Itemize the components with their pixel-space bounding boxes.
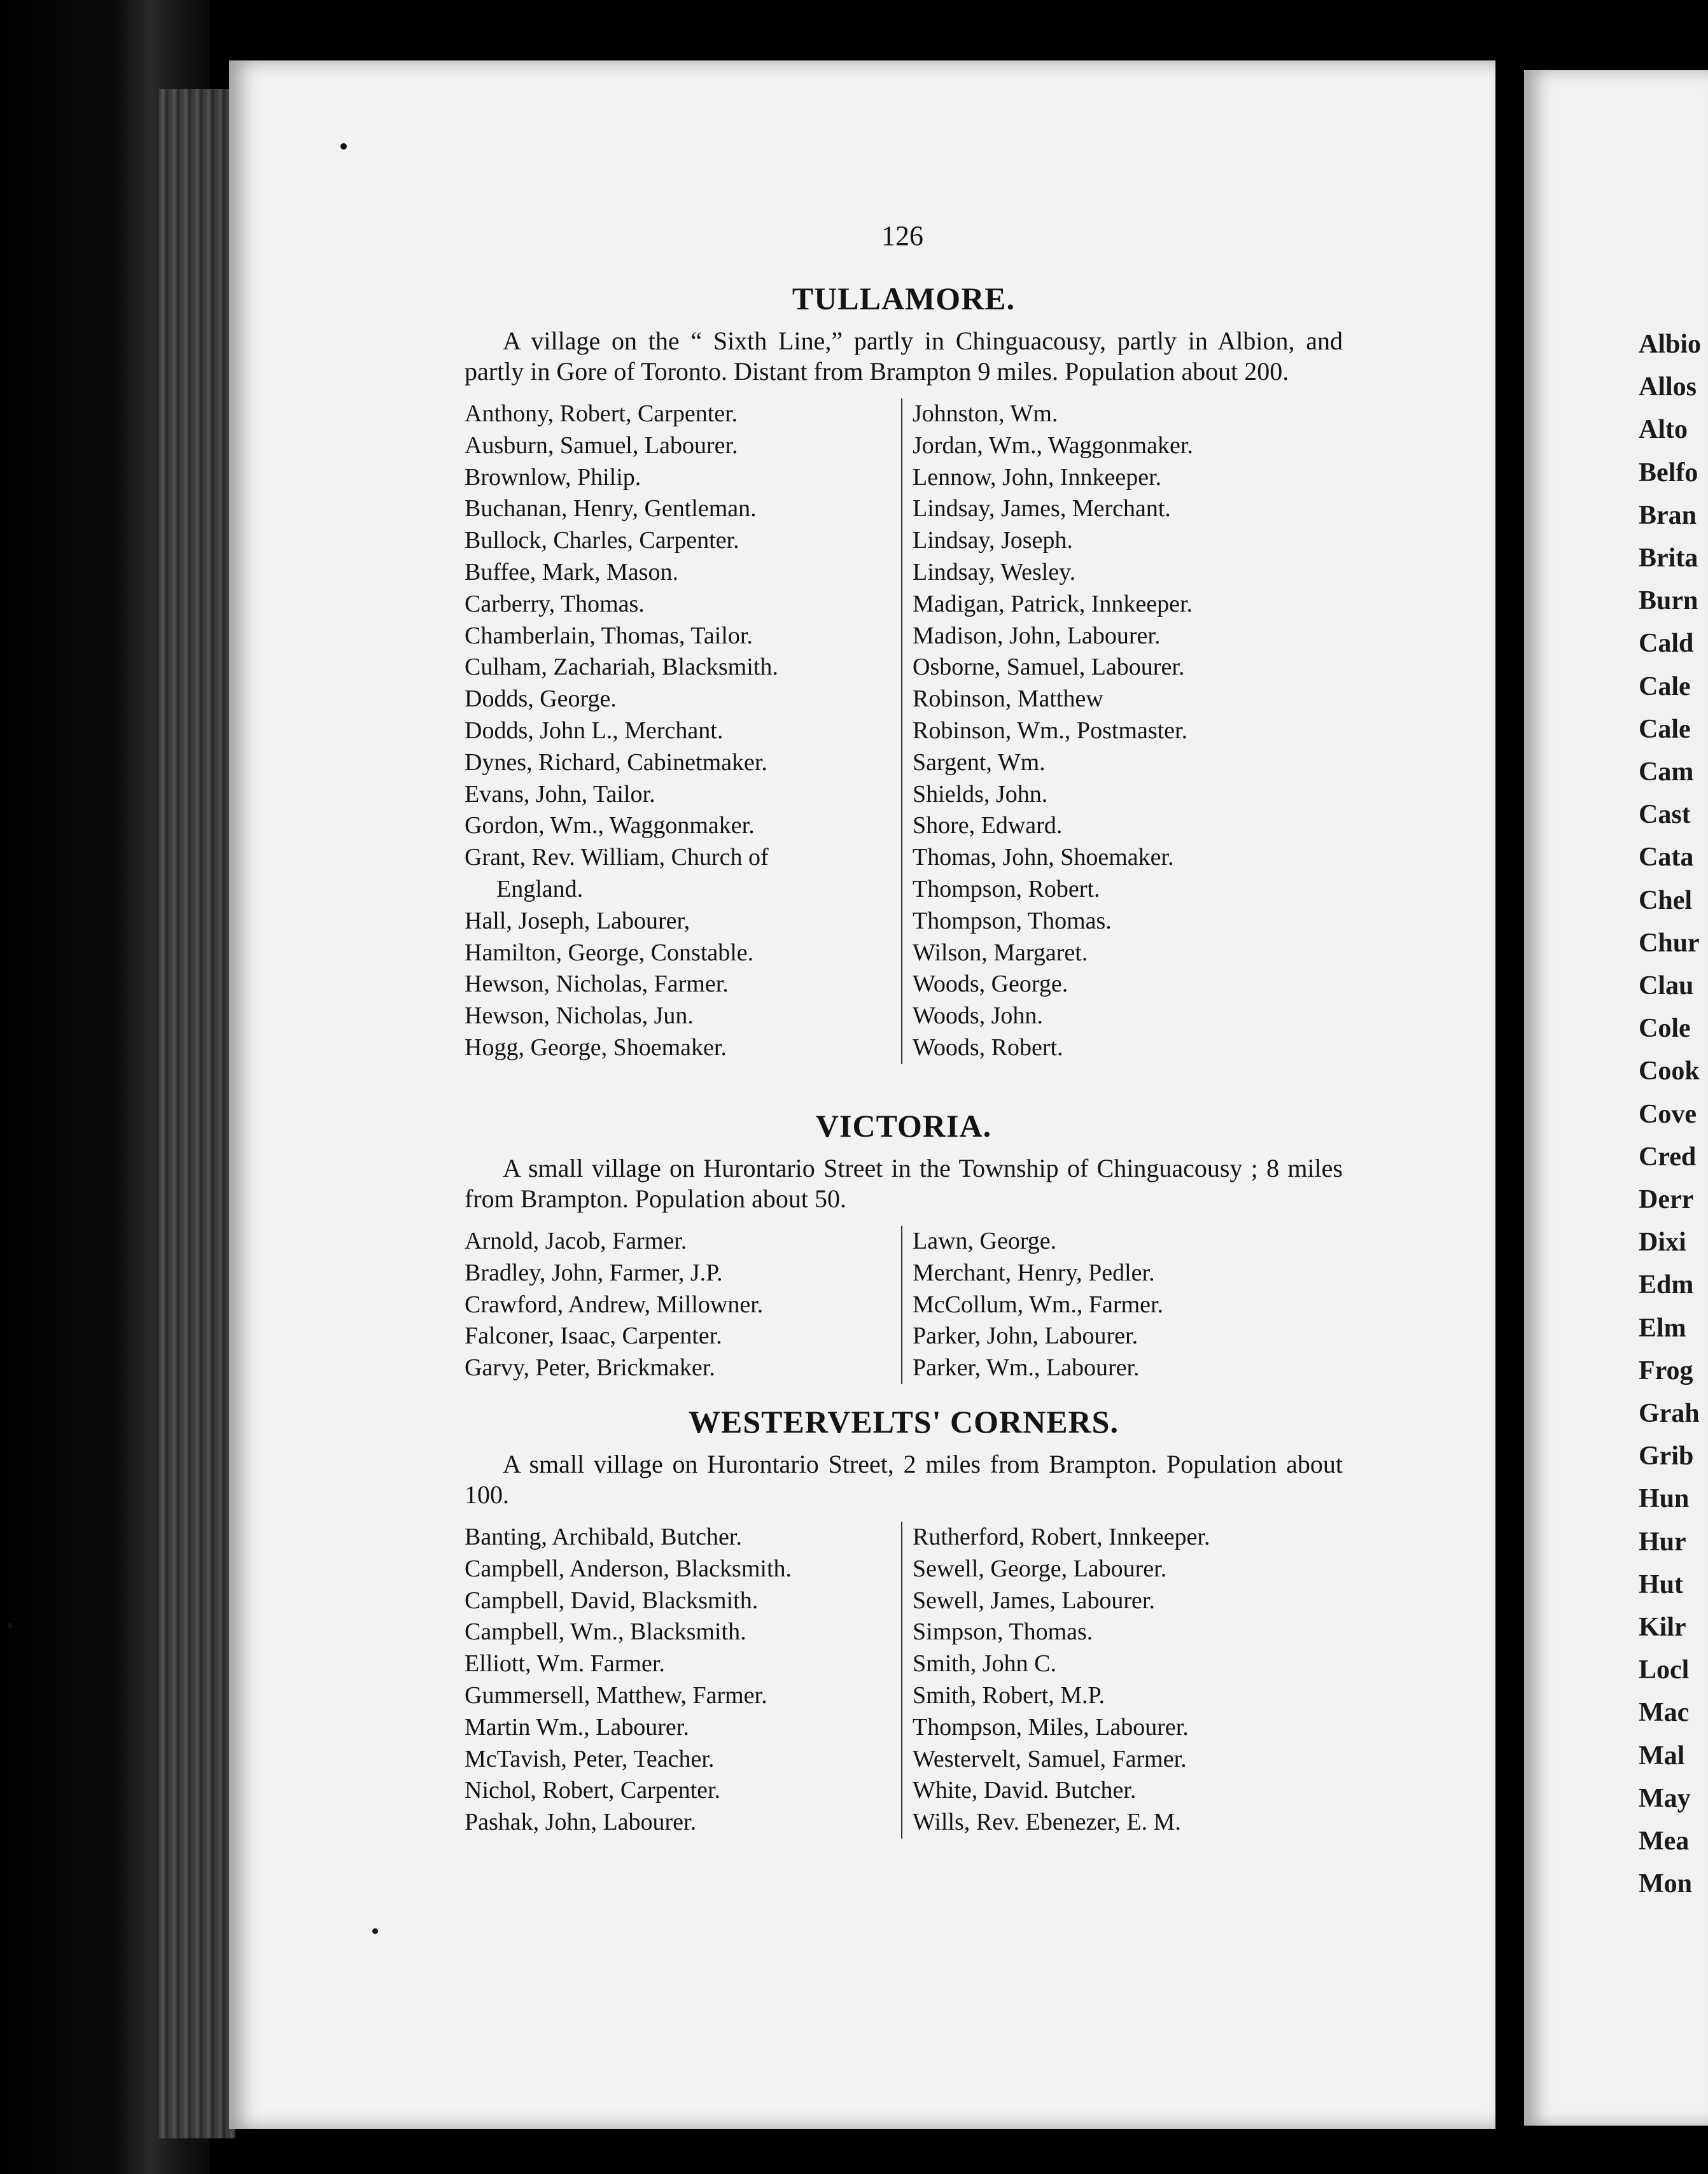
directory-entry: Dynes, Richard, Cabinetmaker. [465,748,767,776]
directory-entry: Anthony, Robert, Carpenter. [465,400,738,427]
directory-entry: Jordan, Wm., Waggonmaker. [913,431,1193,459]
section-heading: WESTERVELTS' CORNERS. [689,1404,1119,1440]
directory-entry: Sewell, James, Labourer. [913,1587,1155,1614]
directory-entry: Wilson, Margaret. [913,939,1088,966]
directory-entry: Woods, George. [913,971,1068,998]
directory-entry: Carberry, Thomas. [465,590,645,617]
directory-entry: Wills, Rev. Ebenezer, E. M. [913,1809,1181,1836]
directory-entry: Campbell, David, Blacksmith. [465,1587,759,1614]
directory-entry: Campbell, Anderson, Blacksmith. [465,1555,792,1582]
facing-page-fragment: Cald [1639,629,1694,659]
directory-entry: Robinson, Wm., Postmaster. [913,717,1188,744]
directory-entry: Madison, John, Labourer. [913,622,1161,649]
right-column [901,1522,1343,1839]
directory-entry: Crawford, Andrew, Millowner. [465,1291,764,1318]
facing-page-fragment: Cove [1639,1099,1697,1129]
facing-page-fragment: Cale [1639,714,1691,744]
facing-page-fragment: Brita [1639,544,1698,573]
left-column [465,1522,901,1839]
directory-entry: White, David. Butcher. [913,1777,1137,1804]
directory-entry: Smith, Robert, M.P. [913,1681,1105,1709]
facing-page-fragment: Cred [1639,1142,1697,1172]
directory-entry: Shore, Edward. [913,812,1063,839]
directory-entry: Dodds, John L., Merchant. [465,717,724,744]
directory-entry: Shields, John. [913,780,1048,808]
facing-page-fragment: Chur [1639,928,1700,958]
facing-page-fragment: Allos [1639,372,1697,402]
facing-page-fragment: Dixi [1639,1228,1686,1258]
facing-page-fragment: Alto [1639,415,1688,445]
directory-entry: Martin Wm., Labourer. [465,1713,689,1741]
section-westervelts-corners [465,1403,1343,1839]
directory-entry: Brownlow, Philip. [465,463,641,491]
facing-page-fragment: Grib [1639,1441,1694,1471]
directory-entry: Lindsay, Wesley. [913,558,1076,586]
directory-entry: Lindsay, James, Merchant. [913,495,1171,522]
facing-page-fragment: Hut [1639,1569,1684,1599]
directory-entry: Pashak, John, Labourer. [465,1809,697,1836]
directory-entry: Hewson, Nicholas, Jun. [465,1002,694,1030]
directory-entry: Evans, John, Tailor. [465,780,655,808]
directory-entry: Elliott, Wm. Farmer. [465,1650,665,1678]
directory-entry: Lawn, George. [913,1228,1057,1254]
directory-entry: Grant, Rev. William, Church of [465,844,769,871]
facing-page-fragment: Hun [1639,1484,1690,1514]
directory-entry: Thomas, John, Shoemaker. [913,844,1174,871]
directory-entry: Woods, John. [913,1002,1043,1030]
directory-entry: Chamberlain, Thomas, Tailor. [465,622,753,649]
scan-speck [340,143,347,150]
facing-page-fragment: Cale [1639,671,1691,701]
directory-entry: Madigan, Patrick, Innkeeper. [913,590,1193,617]
directory-entry: Gummersell, Matthew, Farmer. [465,1681,767,1709]
directory-entry: Parker, Wm., Labourer. [913,1354,1140,1382]
facing-page-fragment: Bran [1639,500,1697,530]
directory-entry: Falconer, Isaac, Carpenter. [465,1322,722,1350]
directory-entry: Thompson, Robert. [913,875,1100,902]
section-heading: VICTORIA. [815,1108,992,1144]
book-binding-edge [159,89,235,2138]
directory-entry: Parker, John, Labourer. [913,1322,1138,1350]
facing-page-fragment: Mac [1639,1698,1690,1728]
directory-entry: McCollum, Wm., Farmer. [913,1291,1164,1318]
directory-entry: Thompson, Thomas. [913,907,1112,934]
directory-entry: Buchanan, Henry, Gentleman. [465,495,757,522]
directory-columns [465,398,1343,1064]
directory-entry: Bradley, John, Farmer, J.P. [465,1259,723,1286]
facing-page-fragment: Chel [1639,885,1692,915]
directory-entry: Gordon, Wm., Waggonmaker. [465,812,755,839]
directory-entry: Johnston, Wm. [913,400,1058,427]
facing-page-fragment: Clau [1639,971,1694,1000]
right-column [901,1226,1343,1384]
facing-page-fragment: Edm [1639,1270,1694,1300]
directory-entry: Campbell, Wm., Blacksmith. [465,1618,746,1646]
facing-page-fragment: Frog [1639,1356,1693,1385]
facing-page-fragment: Kilr [1639,1613,1686,1642]
directory-entry: McTavish, Peter, Teacher. [465,1745,715,1772]
directory-entry: Sargent, Wm. [913,748,1046,776]
directory-entry: Hall, Joseph, Labourer, [465,907,690,934]
facing-page-fragment: Mal [1639,1741,1685,1771]
directory-entry: Merchant, Henry, Pedler. [913,1259,1155,1286]
section-intro: A small village on Hurontario Street in the Township of Chinguacousy ; 8 miles from Brampton. Population about 50. [465,1154,1343,1213]
directory-entry: Buffee, Mark, Mason. [465,558,678,586]
scan-speck [372,1928,378,1934]
directory-entry: Thompson, Miles, Labourer. [913,1713,1189,1741]
section-victoria [465,1107,1343,1384]
right-column [901,398,1343,1064]
facing-page-fragment: Albio [1639,330,1702,359]
directory-entry: Robinson, Matthew [913,685,1103,713]
facing-page-fragment: Cata [1639,843,1694,873]
section-intro: A small village on Hurontario Street, 2 miles from Brampton. Population about 100. [465,1450,1343,1509]
facing-page-fragment: Hur [1639,1527,1686,1557]
section-heading: TULLAMORE. [792,281,1016,316]
directory-entry: England. [496,875,584,902]
left-column [465,398,901,1064]
directory-columns [465,1522,1343,1839]
directory-entry: Hewson, Nicholas, Farmer. [465,971,729,998]
section-intro: A village on the “ Sixth Line,” partly in Chinguacousy, partly in Albion, and partly in Gore of Toronto. Distant from Brampton 9 miles. Population about 200. [465,326,1343,386]
scan-speck [8,1623,13,1628]
directory-entry: Rutherford, Robert, Innkeeper. [913,1524,1210,1550]
directory-entry: Smith, John C. [913,1650,1056,1678]
directory-entry: Hogg, George, Shoemaker. [465,1034,727,1061]
facing-page-fragment: Cook [1639,1056,1700,1086]
facing-page-fragment: May [1639,1783,1691,1813]
facing-page-fragment: Derr [1639,1185,1694,1214]
directory-entry: Nichol, Robert, Carpenter. [465,1777,721,1804]
directory-entry: Lindsay, Joseph. [913,527,1073,554]
facing-page-fragment: Elm [1639,1313,1686,1343]
directory-entry: Banting, Archibald, Butcher. [465,1524,742,1550]
facing-page-fragment: Cam [1639,757,1694,787]
page-number: 126 [881,220,923,251]
facing-page-fragment: Cast [1639,800,1691,830]
directory-entry: Arnold, Jacob, Farmer. [465,1228,687,1254]
left-column [465,1226,901,1384]
directory-entry: Osborne, Samuel, Labourer. [913,654,1185,681]
directory-entry: Bullock, Charles, Carpenter. [465,527,739,554]
directory-entry: Simpson, Thomas. [913,1618,1093,1646]
facing-page-fragment: Burn [1639,586,1698,616]
facing-page-fragment: Mea [1639,1827,1690,1856]
facing-page-fragment: Locl [1639,1655,1690,1685]
directory-entry: Lennow, John, Innkeeper. [913,463,1162,491]
facing-page-edge [1524,70,1708,2126]
directory-entry: Westervelt, Samuel, Farmer. [913,1745,1187,1772]
directory-entry: Dodds, George. [465,685,617,713]
facing-page-fragment: Belfo [1639,458,1698,487]
directory-columns [465,1226,1343,1384]
facing-page-fragment: Cole [1639,1014,1691,1044]
directory-entry: Culham, Zachariah, Blacksmith. [465,654,778,681]
directory-entry: Hamilton, George, Constable. [465,939,754,966]
facing-page-fragment: Mon [1639,1869,1692,1899]
directory-entry: Sewell, George, Labourer. [913,1555,1167,1582]
directory-entry: Ausburn, Samuel, Labourer. [465,431,738,459]
directory-entry: Garvy, Peter, Brickmaker. [465,1354,715,1382]
facing-page-fragment: Grah [1639,1399,1700,1428]
directory-entry: Woods, Robert. [913,1034,1063,1061]
section-tullamore [465,280,1343,1064]
